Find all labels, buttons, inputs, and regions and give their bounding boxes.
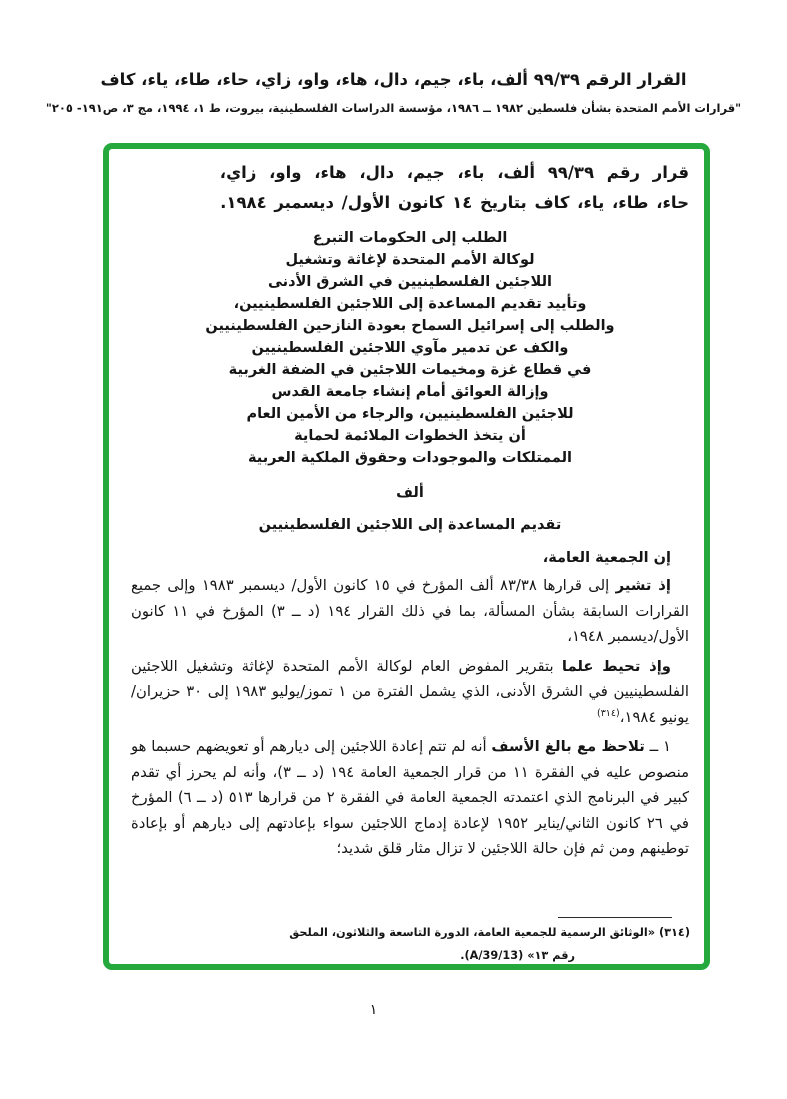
footnote-separator [558, 917, 672, 918]
body-paragraph [131, 573, 689, 650]
subject-line: أن يتخذ الخطوات الملائمة لحماية [294, 428, 526, 444]
paragraph-number: ١ ــ [644, 738, 671, 755]
subject-line: وإزالة العوائق أمام إنشاء جامعة القدس [271, 384, 549, 400]
section-title: تقديم المساعدة إلى اللاجئين الفلسطينيين [258, 517, 562, 533]
page-header-source: "قرارات الأمم المتحدة بشأن فلسطين ١٩٨٢ ــ ١٩٨٦، مؤسسة الدراسات الفلسطينية، بيروت، ط ١، ١٩٩٤، مج ٣، ص١٩١- ٢٠٥" [45, 101, 742, 115]
resolution-body [109, 149, 704, 964]
footnote-line: (٣١٤) «الوثائق الرسمية للجمعية العامة، الدورة التاسعة والثلاثون، الملحق [289, 926, 690, 939]
paragraph-lead: إذ تشير [615, 577, 671, 594]
page-header-title: القرار الرقم ٩٩/٣٩ ألف، باء، جيم، دال، هاء، واو، زاي، حاء، طاء، ياء، كاف [100, 70, 687, 89]
body-paragraph [131, 654, 689, 731]
footnote-reference: (٣١٤) [596, 707, 620, 719]
subject-line: للاجئين الفلسطينيين، والرجاء من الأمين العام [246, 406, 574, 422]
paragraph-text: بتقرير المفوض العام لوكالة الأمم المتحدة لإغاثة وتشغيل اللاجئين الفلسطينيين في الشرق الأدنى، الذي يشمل الفترة من ١ تموز/يوليو ١٩٨٣ إلى ٣٠ حزيران/يونيو ١٩٨٤، [131, 657, 689, 726]
subject-line: الممتلكات والموجودات وحقوق الملكية العربية [247, 450, 573, 466]
subject-line: والكف عن تدمير مآوي اللاجئين الفلسطينيين [251, 340, 569, 356]
body-paragraph [131, 734, 689, 862]
subject-line: لوكالة الأمم المتحدة لإغاثة وتشغيل [285, 252, 535, 268]
section-letter: ألف [396, 485, 424, 501]
paragraph-text: إلى قرارها ٨٣/٣٨ ألف المؤرخ في ١٥ كانون الأول/ ديسمبر ١٩٨٣ وإلى جميع القرارات السابقة بشأن المسألة، بما في ذلك القرار ١٩٤ (د ــ ٣) المؤرخ في ١١ كانون الأول/ديسمبر ١٩٤٨، [131, 577, 689, 645]
subject-line: في قطاع غزة ومخيمات اللاجئين في الضفة الغربية [228, 362, 592, 378]
resolution-title-line: حاء، طاء، ياء، كاف بتاريخ ١٤ كانون الأول/ ديسمبر ١٩٨٤. [220, 193, 689, 212]
paragraph-lead: تلاحظ مع بالغ الأسف [491, 738, 645, 755]
annotation-frame [103, 143, 710, 970]
subject-line: الطلب إلى الحكومات التبرع [312, 230, 508, 246]
subject-line: وتأييد تقديم المساعدة إلى اللاجئين الفلسطينيين، [233, 296, 587, 312]
footnote-line: رقم ١٣» (A/39/13). [460, 949, 575, 962]
page-number: ١ [369, 1002, 378, 1018]
subject-line: اللاجئين الفلسطينيين في الشرق الأدنى [268, 274, 552, 290]
resolution-title-line: قرار رقم ٩٩/٣٩ ألف، باء، جيم، دال، هاء، واو، زاي، [219, 163, 689, 182]
resolution-title [131, 158, 689, 218]
paragraph-lead: وإذ تحيط علما [561, 657, 671, 675]
subject-line: والطلب إلى إسرائيل السماح بعودة النازحين الفلسطينيين [205, 318, 615, 334]
resolution-subject [131, 227, 689, 469]
paragraph-text: أنه لم تتم إعادة اللاجئين إلى ديارهم أو تعويضهم حسبما هو منصوص عليه في الفقرة ١١ من قرار الجمعية العامة ١٩٤ (د ــ ٣)، وأنه لم يحرز أي تقدم كبير في البرنامج الذي اعتمدته الجمعية العامة في الفقرة ٢ من قرارها ٥١٣ (د ــ ٦) المؤرخ في ٢٦ كانون الثاني/يناير ١٩٥٢ لإعادة إدماج اللاجئين سواء بإعادتهم إلى ديارهم أو بإعادة توطينهم ومن ثم فإن حالة اللاجئين لا تزال مثار قلق شديد؛ [131, 738, 690, 857]
salutation: إن الجمعية العامة، [542, 550, 671, 566]
